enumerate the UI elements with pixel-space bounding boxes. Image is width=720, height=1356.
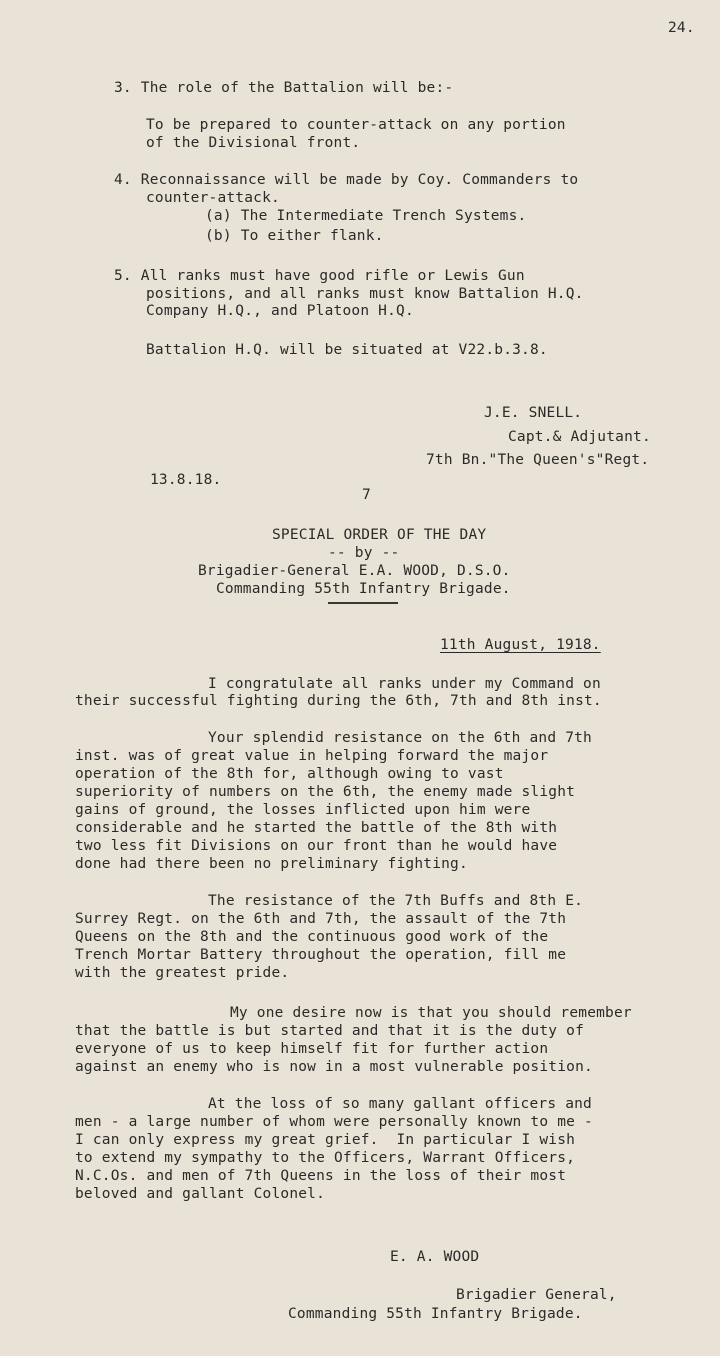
p2-line: superiority of numbers on the 6th, the enemy made slight	[75, 784, 576, 800]
p5-line: At the loss of so many gallant officers and	[208, 1096, 592, 1112]
sec4-line1: 4. Reconnaissance will be made by Coy. Commanders to	[114, 172, 579, 188]
p2-line: two less fit Divisions on our front than he would have	[75, 838, 558, 854]
signature1-rank: Capt.& Adjutant.	[508, 429, 651, 445]
sec5-line1: 5. All ranks must have good rifle or Lewis Gun	[114, 268, 525, 284]
order-commanding: Commanding 55th Infantry Brigade.	[216, 581, 511, 597]
sec3-line3: of the Divisional front.	[146, 135, 361, 151]
p3-line: Queens on the 8th and the continuous good work of the	[75, 929, 549, 945]
p3-line: Trench Mortar Battery throughout the operation, fill me	[75, 947, 567, 963]
signature2-unit: Commanding 55th Infantry Brigade.	[288, 1306, 583, 1322]
signature2-rank: Brigadier General,	[456, 1287, 617, 1303]
sec4-line3: (a) The Intermediate Trench Systems.	[205, 208, 527, 224]
marker-seven: 7	[362, 487, 371, 503]
sec3-line2: To be prepared to counter-attack on any portion	[146, 117, 566, 133]
signature1-unit: 7th Bn."The Queen's"Regt.	[426, 452, 650, 468]
p5-line: to extend my sympathy to the Officers, Warrant Officers,	[75, 1150, 576, 1166]
order-title: SPECIAL ORDER OF THE DAY	[272, 527, 487, 543]
p2-line: considerable and he started the battle of the 8th with	[75, 820, 558, 836]
order-brigadier: Brigadier-General E.A. WOOD, D.S.O.	[198, 563, 511, 579]
sec3-line1: 3. The role of the Battalion will be:-	[114, 80, 454, 96]
order-by: -- by --	[328, 545, 400, 561]
header-rule	[328, 602, 398, 604]
p1-line: their successful fighting during the 6th, 7th and 8th inst.	[75, 693, 602, 709]
p2-line: operation of the 8th for, although owing to vast	[75, 766, 504, 782]
p3-line: The resistance of the 7th Buffs and 8th E.	[208, 893, 584, 909]
p1-line: I congratulate all ranks under my Command on	[208, 676, 601, 692]
sec4-line4: (b) To either flank.	[205, 228, 384, 244]
p2-line: done had there been no preliminary fighting.	[75, 856, 468, 872]
sec5-line4: Battalion H.Q. will be situated at V22.b.3.8.	[146, 342, 548, 358]
order-date: 11th August, 1918.	[440, 637, 601, 653]
p5-line: beloved and gallant Colonel.	[75, 1186, 326, 1202]
signature1-name: J.E. SNELL.	[484, 405, 583, 421]
date1: 13.8.18.	[150, 472, 222, 488]
p5-line: I can only express my great grief. In particular I wish	[75, 1132, 576, 1148]
sec4-line2: counter-attack.	[146, 190, 280, 206]
p2-line: Your splendid resistance on the 6th and 7th	[208, 730, 592, 746]
p4-line: against an enemy who is now in a most vulnerable position.	[75, 1059, 593, 1075]
sec5-line2: positions, and all ranks must know Battalion H.Q.	[146, 286, 584, 302]
p4-line: that the battle is but started and that it is the duty of	[75, 1023, 584, 1039]
page-number: 24.	[668, 20, 695, 36]
p3-line: with the greatest pride.	[75, 965, 290, 981]
p4-line: everyone of us to keep himself fit for further action	[75, 1041, 549, 1057]
p5-line: men - a large number of whom were personally known to me -	[75, 1114, 593, 1130]
p3-line: Surrey Regt. on the 6th and 7th, the assault of the 7th	[75, 911, 567, 927]
signature2-name: E. A. WOOD	[390, 1249, 480, 1265]
p5-line: N.C.Os. and men of 7th Queens in the loss of their most	[75, 1168, 567, 1184]
sec5-line3: Company H.Q., and Platoon H.Q.	[146, 303, 414, 319]
p4-line: My one desire now is that you should remember	[230, 1005, 632, 1021]
p2-line: gains of ground, the losses inflicted upon him were	[75, 802, 531, 818]
p2-line: inst. was of great value in helping forward the major	[75, 748, 549, 764]
